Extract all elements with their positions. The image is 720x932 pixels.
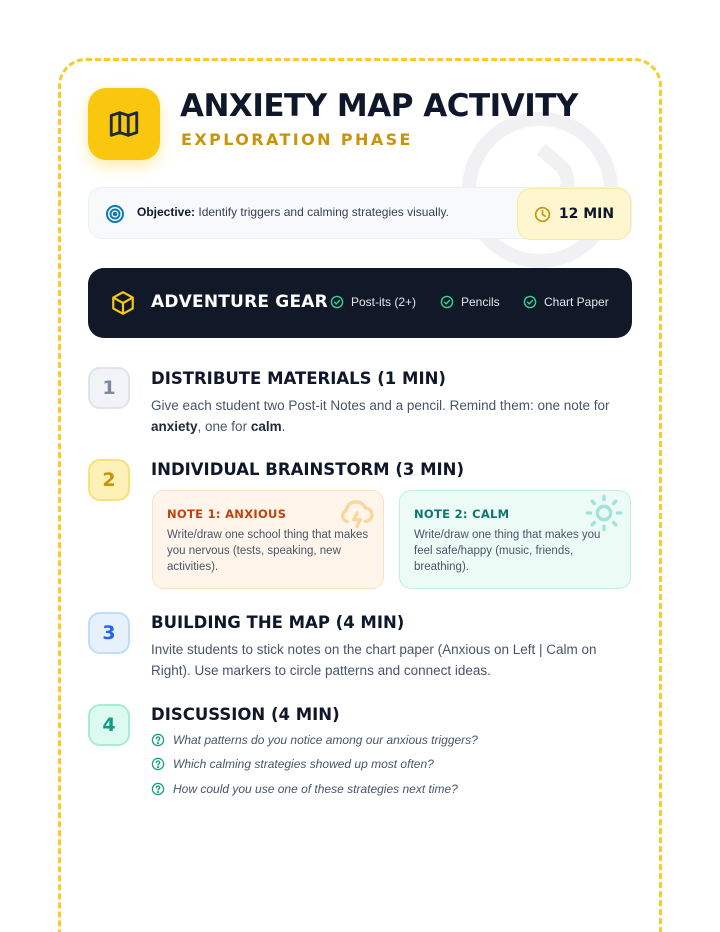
note-card-anxious — [152, 490, 384, 589]
question-circle-icon — [151, 733, 165, 747]
gear-item: Pencils — [440, 295, 500, 309]
time-value: 12 MIN — [558, 206, 615, 222]
objective-description: Identify triggers and calming strategies visually. — [198, 205, 449, 219]
note-title: NOTE 1: ANXIOUS — [167, 507, 287, 521]
note-text: Write/draw one thing that makes you feel safe/happy (music, friends, breathing). — [414, 529, 601, 573]
step-number: 4 — [88, 704, 130, 746]
sun-icon — [584, 493, 624, 537]
objective-label: Objective: — [137, 205, 196, 219]
storm-icon — [337, 493, 377, 537]
page-title: ANXIETY MAP ACTIVITY — [180, 88, 578, 124]
step-description: Invite students to stick notes on the chart paper (Anxious on Left | Calm on Right). Use markers to circle patterns and connect ideas. — [151, 642, 597, 678]
question-circle-icon — [151, 757, 165, 771]
check-circle-icon — [330, 295, 344, 309]
time-badge — [517, 188, 631, 240]
discussion-question: Which calming strategies showed up most often? — [151, 757, 434, 771]
step-number: 3 — [88, 612, 130, 654]
objective-text — [137, 205, 449, 219]
step-description: Give each student two Post-it Notes and a pencil. Remind them: one note for anxiety, one for calm. — [151, 398, 610, 434]
step-number: 1 — [88, 367, 130, 409]
question-circle-icon — [151, 782, 165, 796]
map-icon — [88, 88, 160, 160]
cube-icon — [110, 290, 136, 320]
step-number: 2 — [88, 459, 130, 501]
adventure-gear-bar — [88, 268, 632, 338]
objective-bar — [88, 187, 632, 239]
step-title: BUILDING THE MAP (4 MIN) — [151, 613, 405, 632]
note-card-calm — [399, 490, 631, 589]
note-text: Write/draw one school thing that makes you nervous (tests, speaking, new activities). — [167, 529, 369, 573]
note-title: NOTE 2: CALM — [414, 507, 510, 521]
discussion-question: What patterns do you notice among our anxious triggers? — [151, 733, 478, 747]
gear-item: Post-its (2+) — [330, 295, 416, 309]
gear-title: ADVENTURE GEAR — [151, 292, 328, 312]
step-title: INDIVIDUAL BRAINSTORM (3 MIN) — [151, 460, 465, 479]
discussion-question: How could you use one of these strategies next time? — [151, 782, 458, 796]
gear-item: Chart Paper — [523, 295, 609, 309]
target-icon — [105, 204, 125, 228]
step-title: DISCUSSION (4 MIN) — [151, 705, 340, 724]
check-circle-icon — [523, 295, 537, 309]
check-circle-icon — [440, 295, 454, 309]
page-subtitle: EXPLORATION PHASE — [181, 130, 413, 149]
step-title: DISTRIBUTE MATERIALS (1 MIN) — [151, 369, 446, 388]
clock-icon — [534, 206, 551, 223]
